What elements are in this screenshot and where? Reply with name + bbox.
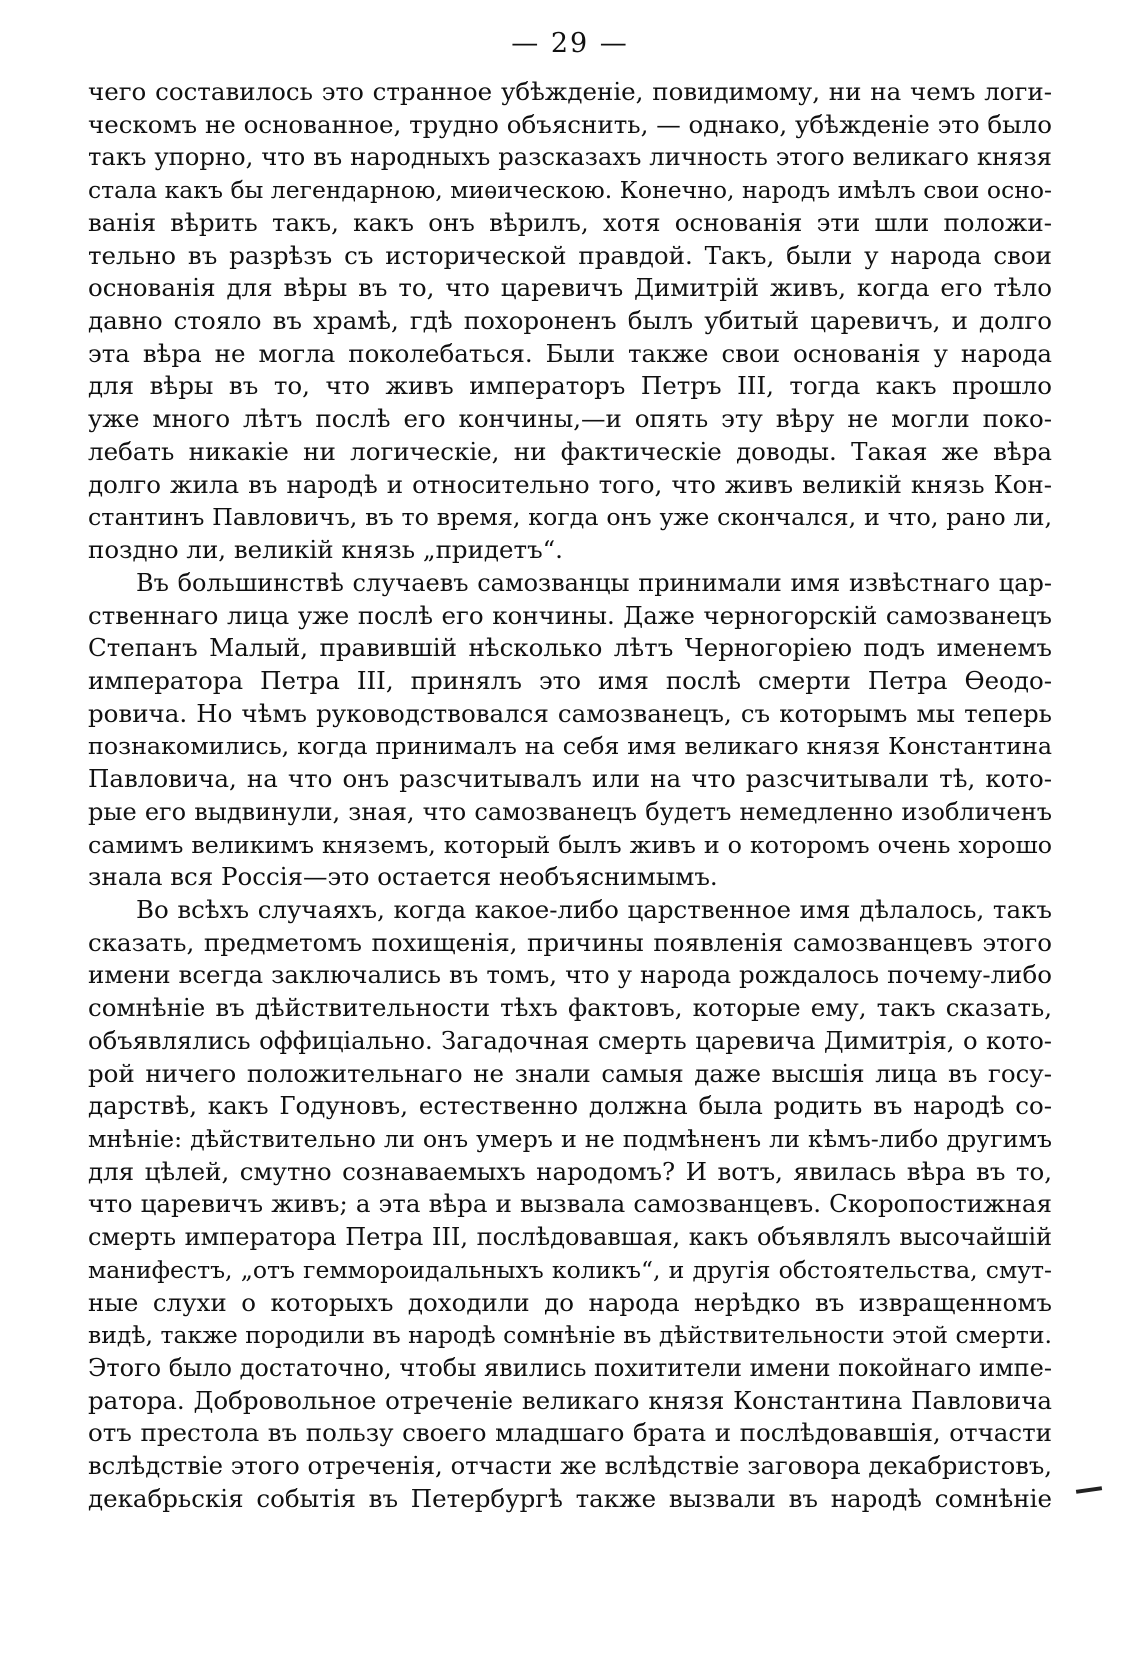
- text-line: имени всегда заключались въ томъ, что у народа рождалось почему-либо: [88, 960, 1052, 990]
- text-line: видѣ, также породили въ народѣ сомнѣніе въ дѣйствительности этой смерти.: [88, 1321, 1052, 1350]
- text-line: ные слухи о которыхъ доходили до народа нерѣдко въ извращенномъ: [88, 1287, 1052, 1317]
- text-line: декабрьскія событія въ Петербургѣ также вызвали въ народѣ сомнѣніе: [88, 1483, 1052, 1513]
- text-line: сомнѣніе въ дѣйствительности тѣхъ фактовъ, которые ему, такъ сказать,: [88, 993, 1052, 1023]
- text-line: Степанъ Малый, правившій нѣсколько лѣтъ Черногоріею подъ именемъ: [88, 633, 1052, 663]
- text-line: чего составилось это странное убѣжденіе, повидимому, ни на чемъ логи-: [88, 77, 1052, 106]
- text-line: смерть императора Петра III, послѣдовавшая, какъ объявлялъ высочайшій: [88, 1223, 1052, 1252]
- text-line: Павловича, на что онъ разсчитывалъ или на что разсчитывали тѣ, кото-: [88, 764, 1052, 794]
- text-line: мнѣніе: дѣйствительно ли онъ умеръ и не подмѣненъ ли кѣмъ-либо другимъ: [88, 1125, 1052, 1153]
- text-line: основанія для вѣры въ то, что царевичъ Димитрій живъ, когда его тѣло: [88, 273, 1052, 303]
- text-line: знала вся Россія—это остается необъяснимымъ.: [88, 862, 718, 892]
- text-line: стала какъ бы легендарною, миѳическою. Конечно, народъ имѣлъ свои осно-: [88, 176, 1052, 205]
- text-line: давно стояло въ храмѣ, гдѣ похороненъ былъ убитый царевичъ, и долго: [88, 306, 1052, 336]
- text-line: эта вѣра не могла поколебаться. Были также свои основанія у народа: [88, 338, 1052, 368]
- text-line: тельно въ разрѣзъ съ исторической правдой. Такъ, были у народа свои: [88, 240, 1052, 270]
- text-line: манифестъ, „отъ геммороидальныхъ коликъ“, и другія обстоятельства, смут-: [88, 1255, 1052, 1284]
- text-line: вслѣдствіе этого отреченія, отчасти же вслѣдствіе заговора декабристовъ,: [88, 1451, 1052, 1481]
- text-line: Во всѣхъ случаяхъ, когда какое-либо царственное имя дѣлалось, такъ: [136, 894, 1052, 924]
- page-number: — 29 —: [511, 28, 629, 59]
- text-line: познакомились, когда принималъ на себя имя великаго князя Константина: [88, 732, 1052, 761]
- text-line: ственнаго лица уже послѣ его кончины. Даже черногорскій самозванецъ: [88, 600, 1052, 630]
- text-line: лебать никакіе ни логическіе, ни фактическіе доводы. Такая же вѣра: [88, 436, 1052, 466]
- margin-ink-mark: [1076, 1486, 1102, 1494]
- text-line: поздно ли, великій князь „придетъ“.: [88, 535, 563, 565]
- text-line: что царевичъ живъ; а эта вѣра и вызвала самозванцевъ. Скоропостижная: [88, 1189, 1052, 1219]
- text-line: императора Петра III, принялъ это имя послѣ смерти Петра Ѳеодо-: [88, 665, 1052, 695]
- text-line: сказать, предметомъ похищенія, причины появленія самозванцевъ этого: [88, 927, 1052, 957]
- text-line: долго жила въ народѣ и относительно того, что живъ великій князь Кон-: [88, 469, 1052, 499]
- text-line: ванія вѣрить такъ, какъ онъ вѣрилъ, хотя основанія эти шли положи-: [88, 207, 1052, 237]
- paragraph-3: [88, 894, 1052, 1516]
- text-line: для цѣлей, смутно сознаваемыхъ народомъ? И вотъ, явилась вѣра въ то,: [88, 1156, 1052, 1186]
- text-line: Въ большинствѣ случаевъ самозванцы принимали имя извѣстнаго цар-: [136, 568, 1052, 597]
- text-line: ческомъ не основанное, трудно объяснить, — однако, убѣжденіе это было: [88, 109, 1052, 139]
- text-line: уже много лѣтъ послѣ его кончины,—и опять эту вѣру не могли поко-: [88, 404, 1052, 434]
- text-line: такъ упорно, что въ народныхъ разсказахъ личность этого великаго князя: [88, 142, 1052, 172]
- paragraph-2: [88, 567, 1052, 894]
- paragraph-1: [88, 76, 1052, 567]
- text-line: самимъ великимъ княземъ, который былъ живъ и о которомъ очень хорошо: [88, 830, 1052, 859]
- text-line: ровича. Но чѣмъ руководствовался самозванецъ, съ которымъ мы теперь: [88, 698, 1052, 728]
- text-line: рой ничего положительнаго не знали самыя даже высшія лица въ госу-: [88, 1058, 1052, 1088]
- text-line: дарствѣ, какъ Годуновъ, естественно должна была родить въ народѣ со-: [88, 1091, 1052, 1121]
- text-line: рые его выдвинули, зная, что самозванецъ будетъ немедленно изобличенъ: [88, 797, 1052, 826]
- text-line: ратора. Добровольное отреченіе великаго князя Константина Павловича: [88, 1385, 1052, 1415]
- text-line: Этого было достаточно, чтобы явились похитители имени покойнаго импе-: [88, 1354, 1052, 1383]
- text-line: для вѣры въ то, что живъ императоръ Петръ III, тогда какъ прошло: [88, 371, 1052, 401]
- text-line: стантинъ Павловичъ, въ то время, когда онъ уже скончался, и что, рано ли,: [88, 503, 1052, 532]
- body-text: [88, 76, 1052, 1516]
- text-line: объявлялись оффиціально. Загадочная смерть царевича Димитрія, о кото-: [88, 1025, 1052, 1055]
- text-line: отъ престола въ пользу своего младшаго брата и послѣдовавшія, отчасти: [88, 1418, 1052, 1448]
